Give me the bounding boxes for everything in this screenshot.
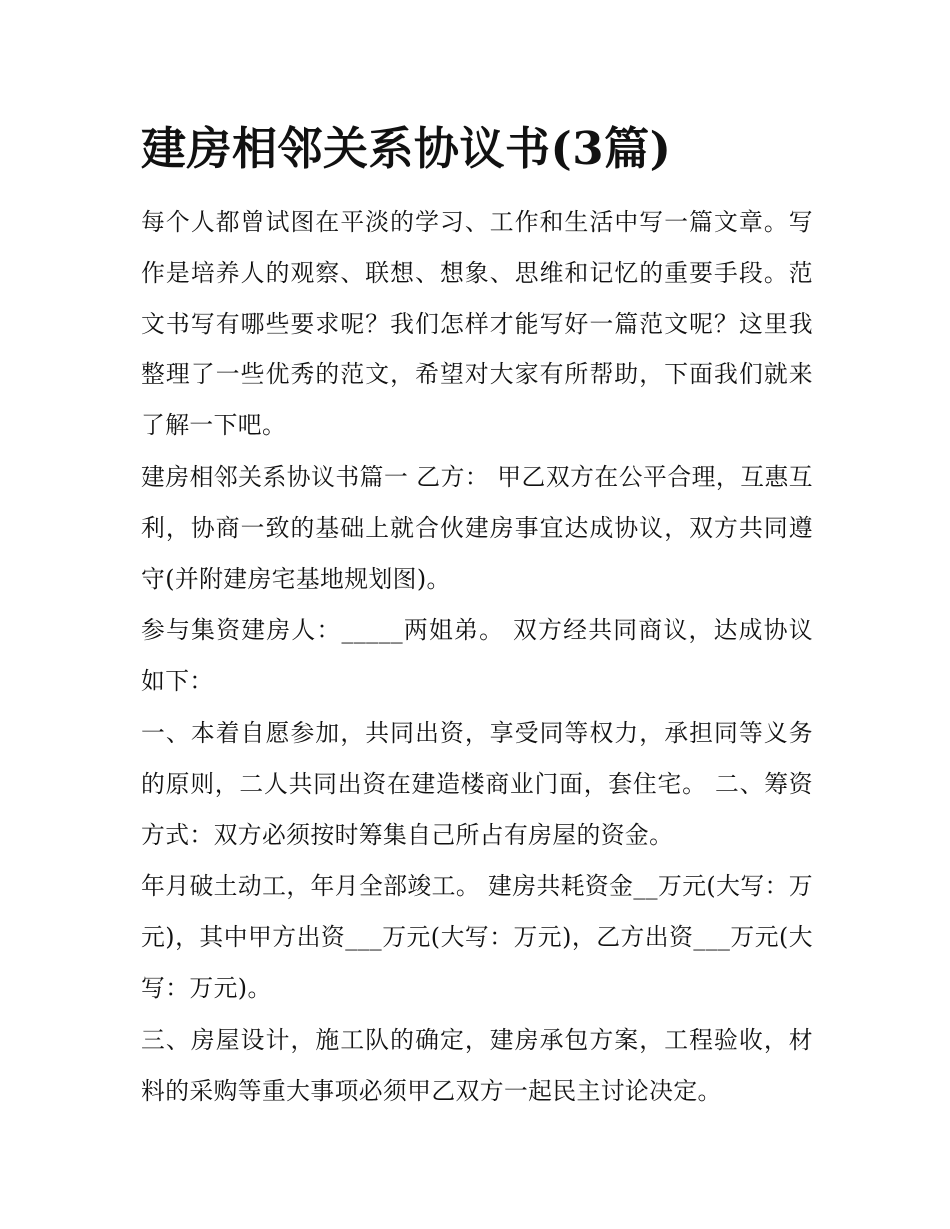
paragraph-agreement-opening: 建房相邻关系协议书篇一 乙方： 甲乙双方在公平合理，互惠互利，协商一致的基础上就合伙建房事宜达成协议，双方共同遵守(并附建房宅基地规划图)。 (141, 462, 813, 593)
paragraph-intro: 每个人都曾试图在平淡的学习、工作和生活中写一篇文章。写作是培养人的观察、联想、想象、思维和记忆的重要手段。范文书写有哪些要求呢？我们怎样才能写好一篇范文呢？这里我整理了一些优秀的范文，希望对大家有所帮助，下面我们就来了解一下吧。 (141, 208, 813, 440)
paragraph-clause-three: 三、房屋设计，施工队的确定，建房承包方案，工程验收，材料的采购等重大事项必须甲乙双方一起民主讨论决定。 (141, 1025, 813, 1105)
paragraph-participants: 参与集资建房人：_____两姐弟。 双方经共同商议，达成协议如下： (141, 616, 813, 696)
document-body (141, 197, 813, 1117)
paragraph-schedule-funding: 年月破土动工，年月全部竣工。 建房共耗资金__万元(大写：万元)，其中甲方出资___万元(大写：万元)，乙方出资___万元(大写：万元)。 (141, 872, 813, 1002)
paragraph-clause-one-two: 一、本着自愿参加，共同出资，享受同等权力，承担同等义务的原则，二人共同出资在建造楼商业门面，套住宅。 二、筹资方式：双方必须按时筹集自己所占有房屋的资金。 (141, 718, 813, 849)
document-title: 建房相邻关系协议书(3篇) (141, 122, 672, 175)
